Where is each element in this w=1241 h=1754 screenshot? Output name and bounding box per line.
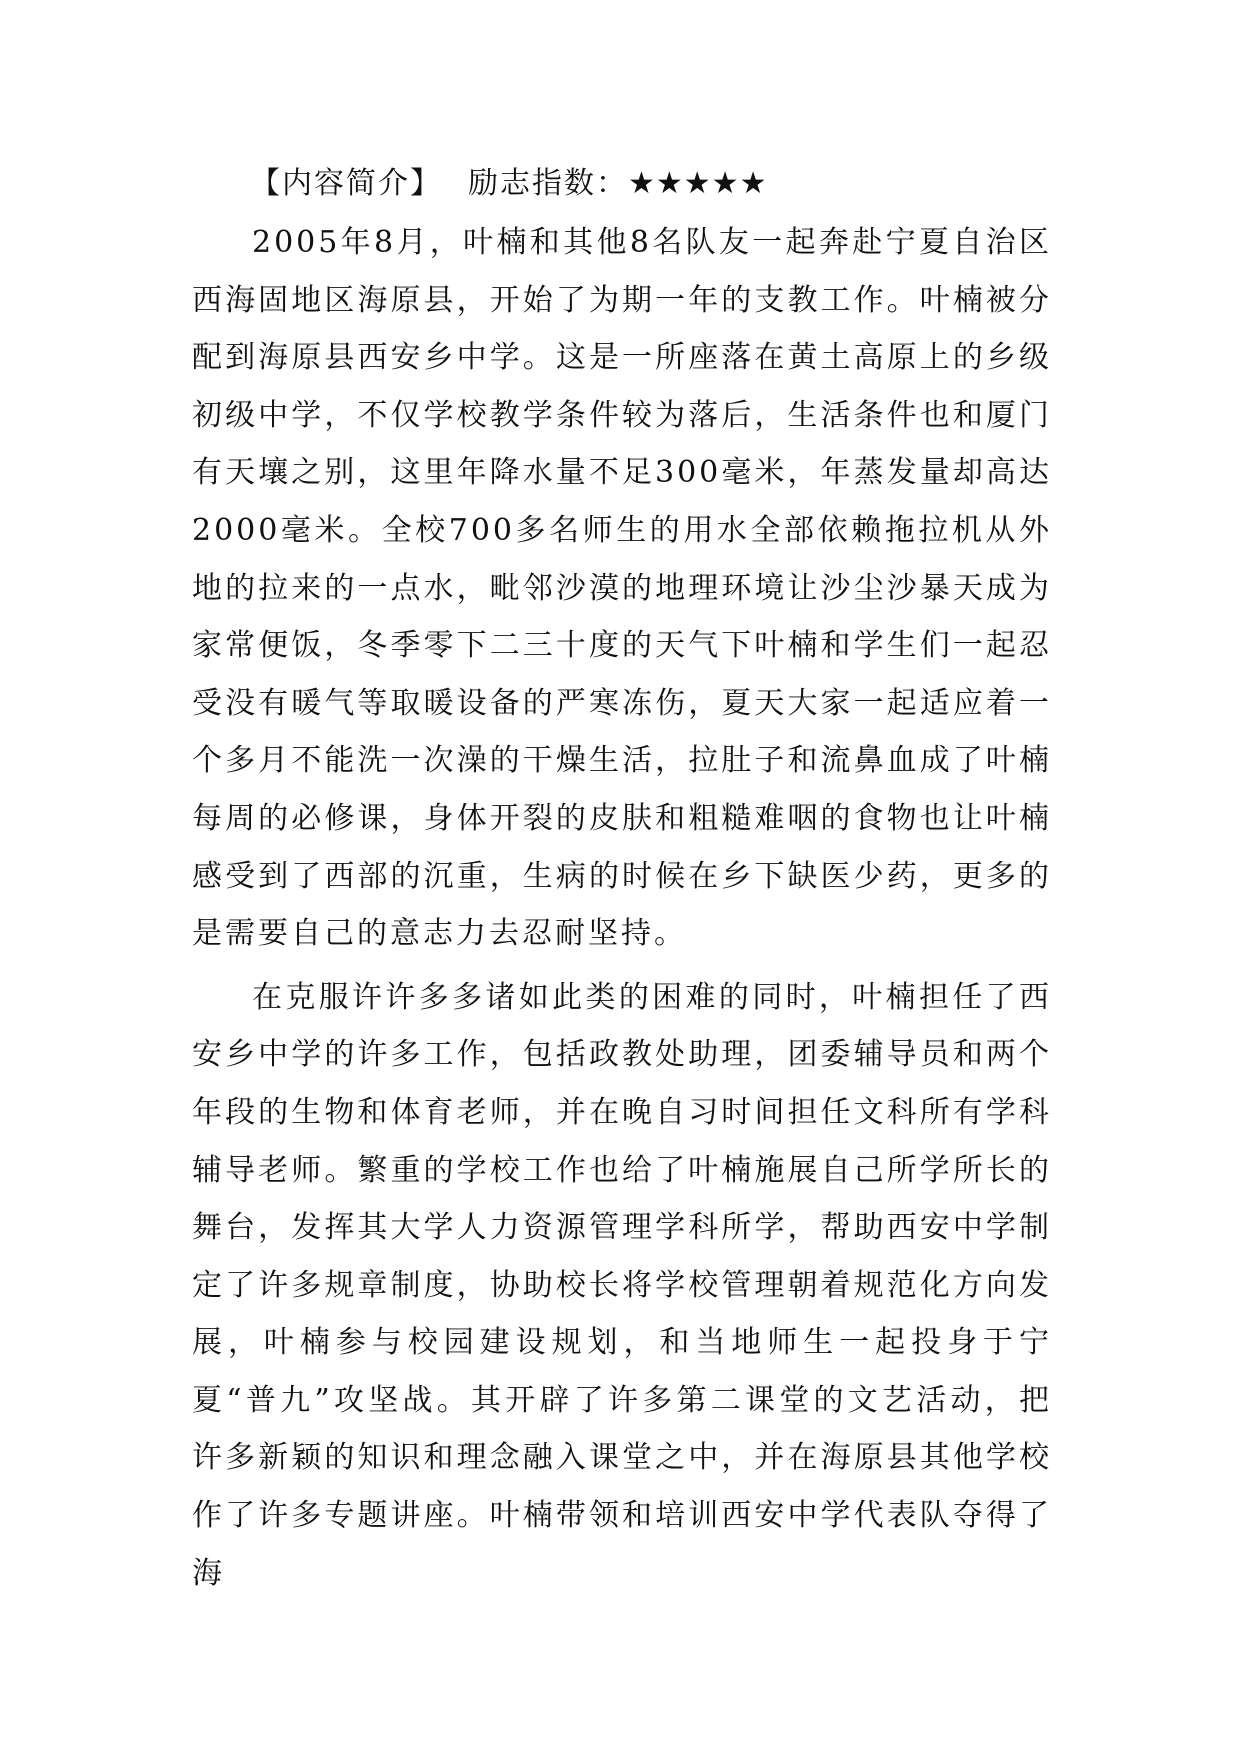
- body-paragraph-1: 2005年8月，叶楠和其他8名队友一起奔赴宁夏自治区西海固地区海原县，开始了为期一年的支教工作。叶楠被分配到海原县西安乡中学。这是一所座落在黄土高原上的乡级初级中学，不仅学校教学条件较为落后，生活条件也和厦门有天壤之别，这里年降水量不足300毫米，年蒸发量却高达2000毫米。全校700多名师生的用水全部依赖拖拉机从外地的拉来的一点水，毗邻沙漠的地理环境让沙尘沙暴天成为家常便饭，冬季零下二三十度的天气下叶楠和学生们一起忍受没有暖气等取暖设备的严寒冻伤，夏天大家一起适应着一个多月不能洗一次澡的干燥生活，拉肚子和流鼻血成了叶楠每周的必修课，身体开裂的皮肤和粗糙难咽的食物也让叶楠感受到了西部的沉重，生病的时候在乡下缺医少药，更多的是需要自己的意志力去忍耐坚持。: [192, 225, 1052, 952]
- inspiration-rating-label: 励志指数：: [468, 166, 628, 201]
- rating-stars: ★★★★★: [628, 166, 768, 201]
- content-summary-heading: [192, 158, 1052, 210]
- content-summary-label: 【内容简介】: [250, 166, 442, 201]
- document-page: [192, 158, 1052, 1608]
- body-paragraph-2: 在克服许许多多诸如此类的困难的同时，叶楠担任了西安乡中学的许多工作，包括政教处助理，团委辅导员和两个年段的生物和体育老师，并在晚自习时间担任文科所有学科辅导老师。繁重的学校工作也给了叶楠施展自己所学所长的舞台，发挥其大学人力资源管理学科所学，帮助西安中学制定了许多规章制度，协助校长将学校管理朝着规范化方向发展，叶楠参与校园建设规划，和当地师生一起投身于宁夏“普九”攻坚战。其开辟了许多第二课堂的文艺活动，把许多新颖的知识和理念融入课堂之中，并在海原县其他学校作了许多专题讲座。叶楠带领和培训西安中学代表队夺得了海: [192, 979, 1052, 1591]
